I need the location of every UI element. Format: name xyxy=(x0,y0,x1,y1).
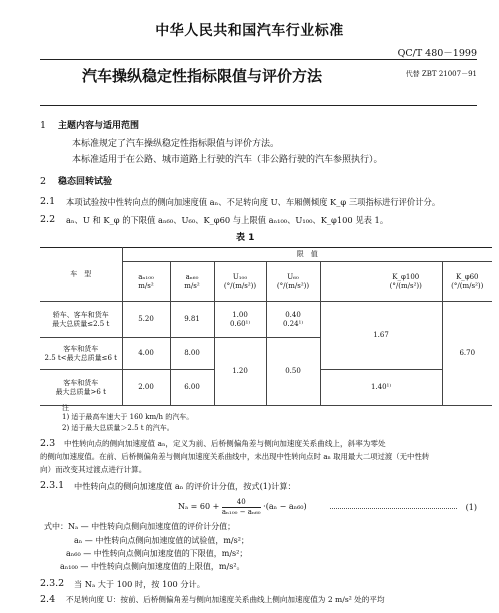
kphi100-cell: 1.67 xyxy=(320,302,442,370)
clause-2-1-number: 2.1 xyxy=(40,196,56,207)
formula-def-an60: aₙ₆₀ — 中性转向点侧向加速度值的下限值，m/s²； xyxy=(66,549,248,558)
section1-para1: 本标准规定了汽车操纵稳定性指标限值与评价方法。 xyxy=(72,139,280,149)
clause-2-3-2-number: 2.3.2 xyxy=(40,578,65,589)
header-rule xyxy=(40,59,477,60)
note-2: 2) 适于最大总质量＞2.5 t 的汽车。 xyxy=(62,424,174,432)
section1-number: 1 xyxy=(40,120,47,131)
clause-2-3-line3: 向）而改变其过渡点进行计算。 xyxy=(40,465,147,474)
formula-def-an100: aₙ₁₀₀ — 中性转向点侧向加速度值的上限值，m/s²。 xyxy=(60,562,245,571)
document-title: 汽车操纵稳定性指标限值与评价方法 xyxy=(82,67,323,85)
table-row: 轿车、客车和货车 最大总质量≤2.5 t 5.20 9.81 1.00 0.60¹⁾ 0.40 0.24¹⁾ 1.67 6.70 xyxy=(40,302,492,338)
clause-2-3-line2: 的侧向加速度值。在前、后桥侧偏角差与侧向加速度关系曲线中，未出现中性转向点时 aₙ 取用最大二项过渡（无中性转 xyxy=(40,452,430,461)
clause-2-3-line1: 中性转向点的侧向加速度值 aₙ，定义为前、后桥侧偏角差与侧向加速度关系曲线上，斜率为零处 xyxy=(64,439,386,448)
table-caption: 表 1 xyxy=(236,233,255,243)
table-row: 客车和货车 2.5 t<最大总质量≤6 t 4.00 8.00 1.20 0.50 xyxy=(40,338,492,370)
limits-table xyxy=(40,247,492,406)
clause-2-2-text: aₙ、U 和 K_φ 的下限值 aₙ₆₀、U₆₀、K_φ60 与上限值 aₙ₁₀₀、U₁₀₀、K_φ100 见表 1。 xyxy=(66,215,389,225)
kphi60-cell: 6.70 xyxy=(442,302,492,406)
formula-def-an: aₙ — 中性转向点侧向加速度值的试验值，m/s²； xyxy=(74,536,249,545)
col-header-kphi100: K_φ100 (°/(m/s²)) xyxy=(370,262,442,302)
section2-heading: 稳态回转试验 xyxy=(58,177,113,187)
standard-country-title: 中华人民共和国汽车行业标准 xyxy=(155,23,344,39)
clause-2-4-number: 2.4 xyxy=(40,594,56,605)
formula-1: Nₐ = 60 + $\frac{40}{\text{aₙ₁₀₀ − aₙ₆₀}}$ ·(aₙ − aₙ₆₀) xyxy=(178,497,307,516)
clause-2-3-number: 2.3 xyxy=(40,438,56,449)
formula-number: (1) xyxy=(465,503,477,512)
notes-label: 注 xyxy=(62,404,69,412)
standard-code: QC/T 480－1999 xyxy=(397,48,477,59)
table-row: 客车和货车 最大总质量>6 t 2.00 6.00 1.40¹⁾ xyxy=(40,370,492,406)
col-header-an60: aₙ₆₀ m/s² xyxy=(170,262,214,302)
clause-2-3-2-text: 当 Nₐ 大于 100 时，按 100 分计。 xyxy=(74,579,205,589)
clause-2-2-number: 2.2 xyxy=(40,214,56,225)
vehicle-type-header: 车 型 xyxy=(40,248,122,302)
replaces-note: 代替 ZBT 21007－91 xyxy=(405,70,477,78)
col-header-kphi60: K_φ60 (°/(m/s²)) xyxy=(442,262,492,302)
formula-fraction: $\frac{40}{\text{aₙ₁₀₀ − aₙ₆₀}}$ xyxy=(221,497,261,516)
section1-heading: 主题内容与适用范围 xyxy=(58,121,140,131)
limits-group-header: 限 值 xyxy=(122,248,492,262)
formula-where: 式中：Nₐ — 中性转向点侧向加速度值的评价计分值； xyxy=(44,522,236,531)
title-rule xyxy=(40,105,477,106)
clause-2-3-1-number: 2.3.1 xyxy=(40,480,65,491)
clause-2-4-text: 不足转向度 U：按前、后桥侧偏角差与侧向加速度关系曲线上侧向加速度值为 2 m/s² 处的平均 xyxy=(66,595,385,604)
kphi100-alt-cell: 1.40¹⁾ xyxy=(320,370,442,406)
col-header-u100: U₁₀₀ (°/(m/s²)) xyxy=(214,262,266,302)
col-header-u60: U₆₀ (°/(m/s²)) xyxy=(266,262,320,302)
col-header-an100: aₙ₁₀₀ m/s² xyxy=(122,262,170,302)
clause-2-3-1-text: 中性转向点的侧向加速度值 aₙ 的评价计分值，按式(1)计算： xyxy=(74,481,296,491)
section2-number: 2 xyxy=(40,176,47,187)
note-1: 1) 适于最高车速大于 160 km/h 的汽车。 xyxy=(62,413,194,421)
section1-para2: 本标准适用于在公路、城市道路上行驶的汽车（非公路行驶的汽车参照执行）。 xyxy=(72,155,383,165)
formula-leader xyxy=(330,508,457,509)
clause-2-1-text: 本项试验按中性转向点的侧向加速度值 aₙ、不足转向度 U、车厢侧倾度 K_φ 三项指标进行评价计分。 xyxy=(66,197,441,207)
